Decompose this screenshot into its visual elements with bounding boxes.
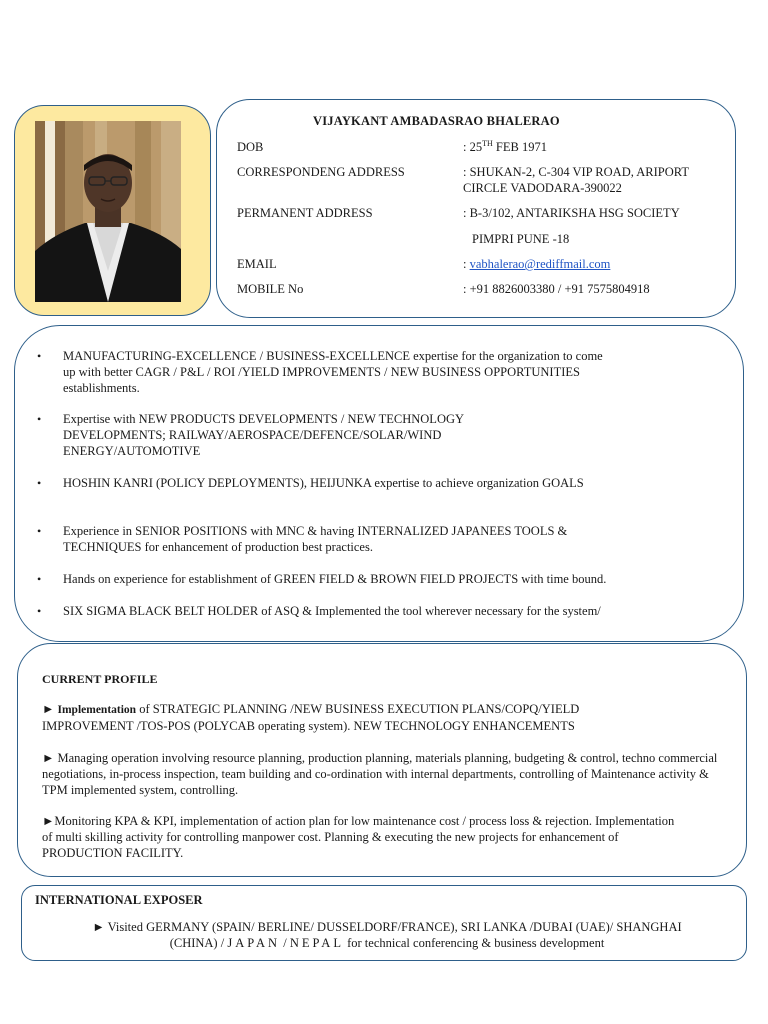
profile-paragraph-1	[42, 701, 672, 734]
photo-frame	[14, 105, 211, 316]
international-line-2-sep: /	[280, 936, 290, 950]
dob-value	[463, 139, 733, 155]
country-japan: JAPAN	[227, 936, 281, 950]
international-line-1: ► Visited GERMANY (SPAIN/ BERLINE/ DUSSELDORF/FRANCE), SRI LANKA /DUBAI (UAE)/ SHANGHAI	[92, 920, 682, 934]
permanent-address-label: PERMANENT ADDRESS	[237, 206, 373, 220]
email-link[interactable]: vabhalerao@rediffmail.com	[469, 257, 611, 271]
dob-day: : 25	[463, 140, 483, 154]
permanent-address-line2: PIMPRI PUNE -18	[472, 232, 570, 246]
dob-month-year: FEB 1971	[492, 140, 547, 154]
correspondence-address-label: CORRESPONDENG ADDRESS	[237, 165, 405, 179]
highlight-item: • Expertise with NEW PRODUCTS DEVELOPMENTS / NEW TECHNOLOGY DEVELOPMENTS; RAILWAY/AEROSPACE/DEFENCE/SOLAR/WIND ENERGY/AUTOMOTIVE	[63, 411, 533, 459]
email-row	[463, 256, 733, 272]
highlights-panel	[14, 325, 744, 642]
international-exposure-panel	[21, 885, 747, 961]
international-line-2-end: for technical conferencing & business development	[343, 936, 605, 950]
international-line-2-part: (CHINA) /	[169, 936, 228, 950]
profile-paragraph-2: ► Managing operation involving resource planning, production planning, materials planning, budgeting & control, techno commercial negotiations, in-process inspection, team building and co-ordination with internal departments, controlling of Maintenance activity & TPM implemented system, controlling.	[42, 751, 718, 797]
mobile-label: MOBILE No	[237, 282, 304, 296]
current-profile-title: CURRENT PROFILE	[42, 672, 158, 686]
mobile-value: : +91 8826003380 / +91 7575804918	[463, 282, 650, 296]
current-profile-panel	[17, 643, 747, 877]
contact-panel	[216, 99, 736, 318]
highlight-item: • SIX SIGMA BLACK BELT HOLDER of ASQ & Implemented the tool wherever necessary for the system/	[63, 603, 703, 619]
highlight-item: • HOSHIN KANRI (POLICY DEPLOYMENTS), HEIJUNKA expertise to achieve organization GOALS	[63, 475, 603, 491]
correspondence-address-value: : SHUKAN-2, C-304 VIP ROAD, ARIPORT CIRCLE VADODARA-390022	[463, 165, 689, 195]
international-line-2	[52, 935, 722, 951]
highlight-item: • MANUFACTURING-EXCELLENCE / BUSINESS-EXCELLENCE expertise for the organization to come up with better CAGR / P&L / ROI /YIELD IMPROVEMENTS / NEW BUSINESS OPPORTUNITIES establishments.	[63, 348, 603, 396]
country-nepal: NEPAL	[289, 936, 344, 950]
candidate-name: VIJAYKANT AMBADASRAO BHALERAO	[313, 114, 560, 128]
profile-emphasis: Implementation	[57, 704, 137, 716]
highlight-item: • Hands on experience for establishment of GREEN FIELD & BROWN FIELD PROJECTS with time bound.	[63, 571, 703, 587]
arrow-marker-icon: ►	[42, 702, 58, 716]
international-exposure-title: INTERNATIONAL EXPOSER	[35, 893, 203, 907]
international-exposure-text	[52, 919, 722, 951]
profile-photo	[35, 121, 181, 302]
email-colon: :	[463, 257, 470, 271]
dob-label: DOB	[237, 140, 264, 154]
dob-ordinal: TH	[482, 138, 493, 148]
highlight-item: • Experience in SENIOR POSITIONS with MNC & having INTERNALIZED JAPANEES TOOLS & TECHNIQUES for enhancement of production best practices.	[63, 523, 573, 555]
profile-photo-image	[35, 121, 181, 302]
email-label: EMAIL	[237, 257, 277, 271]
profile-paragraph-1-text: of STRATEGIC PLANNING /NEW BUSINESS EXECUTION PLANS/COPQ/YIELD IMPROVEMENT /TOS-POS (POLYCAB operating system). NEW TECHNOLOGY ENHANCEMENTS	[42, 702, 580, 733]
permanent-address-line1: : B-3/102, ANTARIKSHA HSG SOCIETY	[463, 206, 680, 220]
profile-paragraph-3: ►Monitoring KPA & KPI, implementation of action plan for low maintenance cost / process loss & rejection. Implementation of multi skilling activity for controlling manpower cost. Planning & executing the new projects for enhancement of PRODUCTION FACILITY.	[42, 814, 675, 860]
